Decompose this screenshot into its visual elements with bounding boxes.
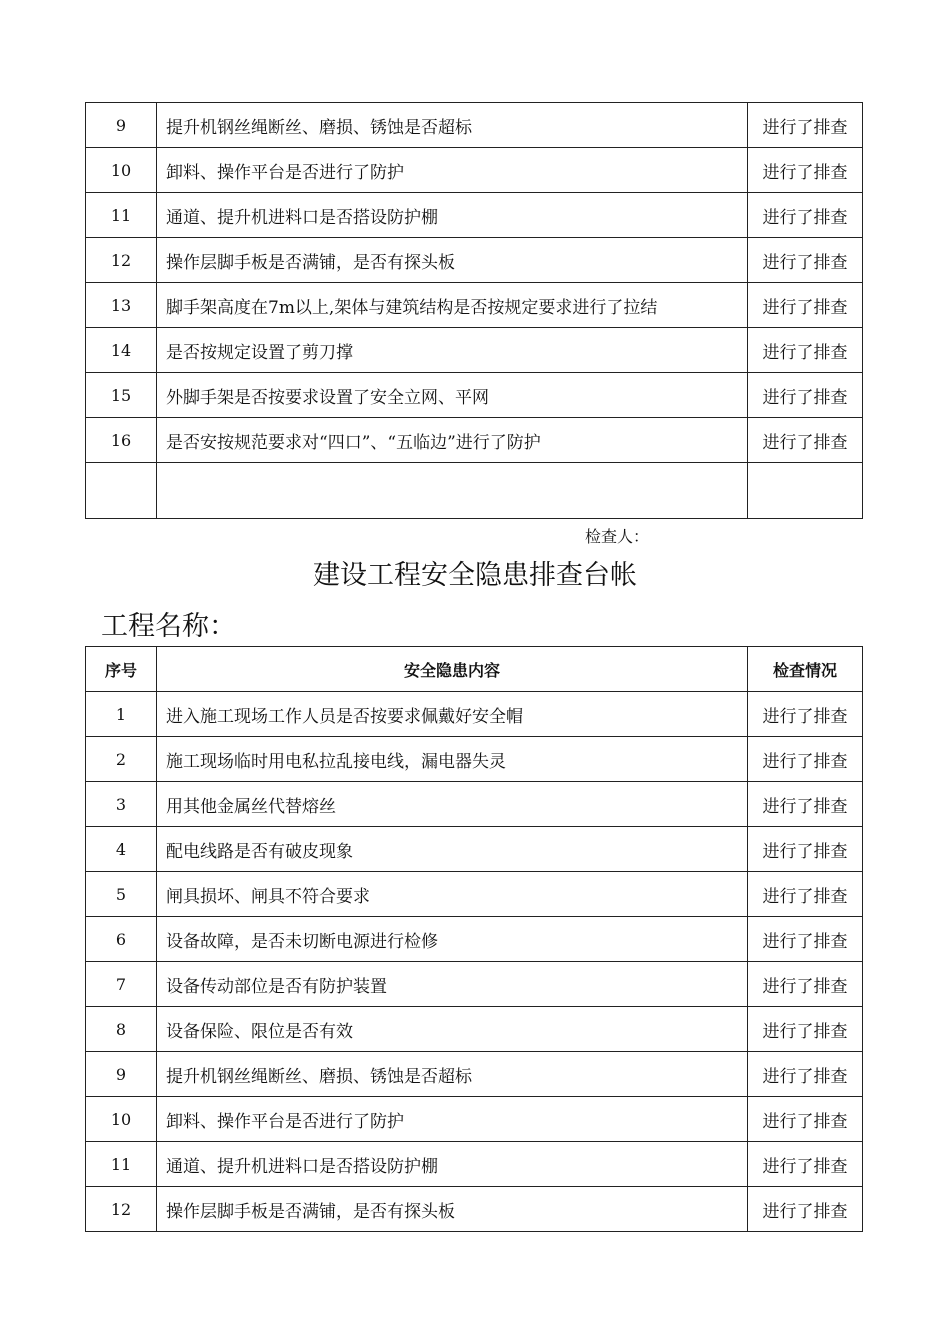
check-status: 进行了排查: [748, 148, 863, 193]
hazard-content: 提升机钢丝绳断丝、磨损、锈蚀是否超标: [157, 1052, 748, 1097]
table-row: [86, 962, 863, 1007]
hazard-content: 用其他金属丝代替熔丝: [157, 782, 748, 827]
empty-cell: [748, 463, 863, 519]
table-row: [86, 373, 863, 418]
hazard-content: 外脚手架是否按要求设置了安全立网、平网: [157, 373, 748, 418]
row-number: 12: [86, 1187, 157, 1232]
hazard-content: 配电线路是否有破皮现象: [157, 827, 748, 872]
table-row: [86, 827, 863, 872]
row-number: 2: [86, 737, 157, 782]
table-row: [86, 148, 863, 193]
row-number: 3: [86, 782, 157, 827]
row-number: 16: [86, 418, 157, 463]
table-header-row: [86, 647, 863, 692]
table-row: [86, 418, 863, 463]
empty-cell: [86, 463, 157, 519]
hazard-content: 闸具损坏、闸具不符合要求: [157, 872, 748, 917]
hazard-content: 施工现场临时用电私拉乱接电线，漏电器失灵: [157, 737, 748, 782]
check-status: 进行了排查: [748, 692, 863, 737]
check-status: 进行了排查: [748, 872, 863, 917]
project-name-label: 工程名称：: [101, 611, 236, 642]
hazard-table-body: [86, 103, 863, 519]
table-row: [86, 283, 863, 328]
table-row: [86, 782, 863, 827]
table-row: [86, 1097, 863, 1142]
hazard-content: 进入施工现场工作人员是否按要求佩戴好安全帽: [157, 692, 748, 737]
hazard-content: 卸料、操作平台是否进行了防护: [157, 1097, 748, 1142]
check-status: 进行了排查: [748, 1097, 863, 1142]
check-status: 进行了排查: [748, 103, 863, 148]
row-number: 11: [86, 193, 157, 238]
hazard-content: 通道、提升机进料口是否搭设防护棚: [157, 1142, 748, 1187]
table-row: [86, 193, 863, 238]
table-row: [86, 692, 863, 737]
page-title: 建设工程安全隐患排查台帐: [313, 560, 637, 591]
row-number: 7: [86, 962, 157, 1007]
table-row: [86, 328, 863, 373]
row-number: 14: [86, 328, 157, 373]
hazard-table: [85, 646, 863, 1232]
check-status: 进行了排查: [748, 238, 863, 283]
hazard-content: 通道、提升机进料口是否搭设防护棚: [157, 193, 748, 238]
row-number: 9: [86, 103, 157, 148]
row-number: 8: [86, 1007, 157, 1052]
hazard-content: 设备传动部位是否有防护装置: [157, 962, 748, 1007]
inspector-label: 检查人：: [585, 527, 650, 546]
hazard-content: 操作层脚手板是否满铺，是否有探头板: [157, 1187, 748, 1232]
row-number: 11: [86, 1142, 157, 1187]
hazard-content: 设备保险、限位是否有效: [157, 1007, 748, 1052]
hazard-table-body: [86, 692, 863, 1232]
check-status: 进行了排查: [748, 827, 863, 872]
table-row: [86, 737, 863, 782]
check-status: 进行了排查: [748, 1142, 863, 1187]
row-number: 4: [86, 827, 157, 872]
empty-cell: [157, 463, 748, 519]
check-status: 进行了排查: [748, 1052, 863, 1097]
header-status: 检查情况: [748, 647, 863, 692]
check-status: 进行了排查: [748, 917, 863, 962]
hazard-content: 设备故障，是否未切断电源进行检修: [157, 917, 748, 962]
hazard-table-continued: [85, 102, 863, 519]
check-status: 进行了排查: [748, 962, 863, 1007]
row-number: 13: [86, 283, 157, 328]
check-status: 进行了排查: [748, 737, 863, 782]
check-status: 进行了排查: [748, 373, 863, 418]
row-number: 15: [86, 373, 157, 418]
check-status: 进行了排查: [748, 418, 863, 463]
table-row: [86, 1142, 863, 1187]
table-row: [86, 103, 863, 148]
table-row: [86, 1052, 863, 1097]
header-num: 序号: [86, 647, 157, 692]
hazard-content: 脚手架高度在7m以上,架体与建筑结构是否按规定要求进行了拉结: [157, 283, 748, 328]
check-status: 进行了排查: [748, 782, 863, 827]
check-status: 进行了排查: [748, 1187, 863, 1232]
row-number: 10: [86, 1097, 157, 1142]
row-number: 9: [86, 1052, 157, 1097]
check-status: 进行了排查: [748, 328, 863, 373]
table-row: [86, 1187, 863, 1232]
hazard-content: 提升机钢丝绳断丝、磨损、锈蚀是否超标: [157, 103, 748, 148]
row-number: 1: [86, 692, 157, 737]
empty-row: [86, 463, 863, 519]
check-status: 进行了排查: [748, 1007, 863, 1052]
hazard-content: 是否按规定设置了剪刀撑: [157, 328, 748, 373]
table-row: [86, 238, 863, 283]
row-number: 12: [86, 238, 157, 283]
table-row: [86, 872, 863, 917]
check-status: 进行了排查: [748, 193, 863, 238]
check-status: 进行了排查: [748, 283, 863, 328]
row-number: 5: [86, 872, 157, 917]
row-number: 6: [86, 917, 157, 962]
table-row: [86, 1007, 863, 1052]
table-row: [86, 917, 863, 962]
header-content: 安全隐患内容: [157, 647, 748, 692]
row-number: 10: [86, 148, 157, 193]
hazard-content: 卸料、操作平台是否进行了防护: [157, 148, 748, 193]
hazard-content: 是否安按规范要求对“四口”、“五临边”进行了防护: [157, 418, 748, 463]
hazard-content: 操作层脚手板是否满铺，是否有探头板: [157, 238, 748, 283]
